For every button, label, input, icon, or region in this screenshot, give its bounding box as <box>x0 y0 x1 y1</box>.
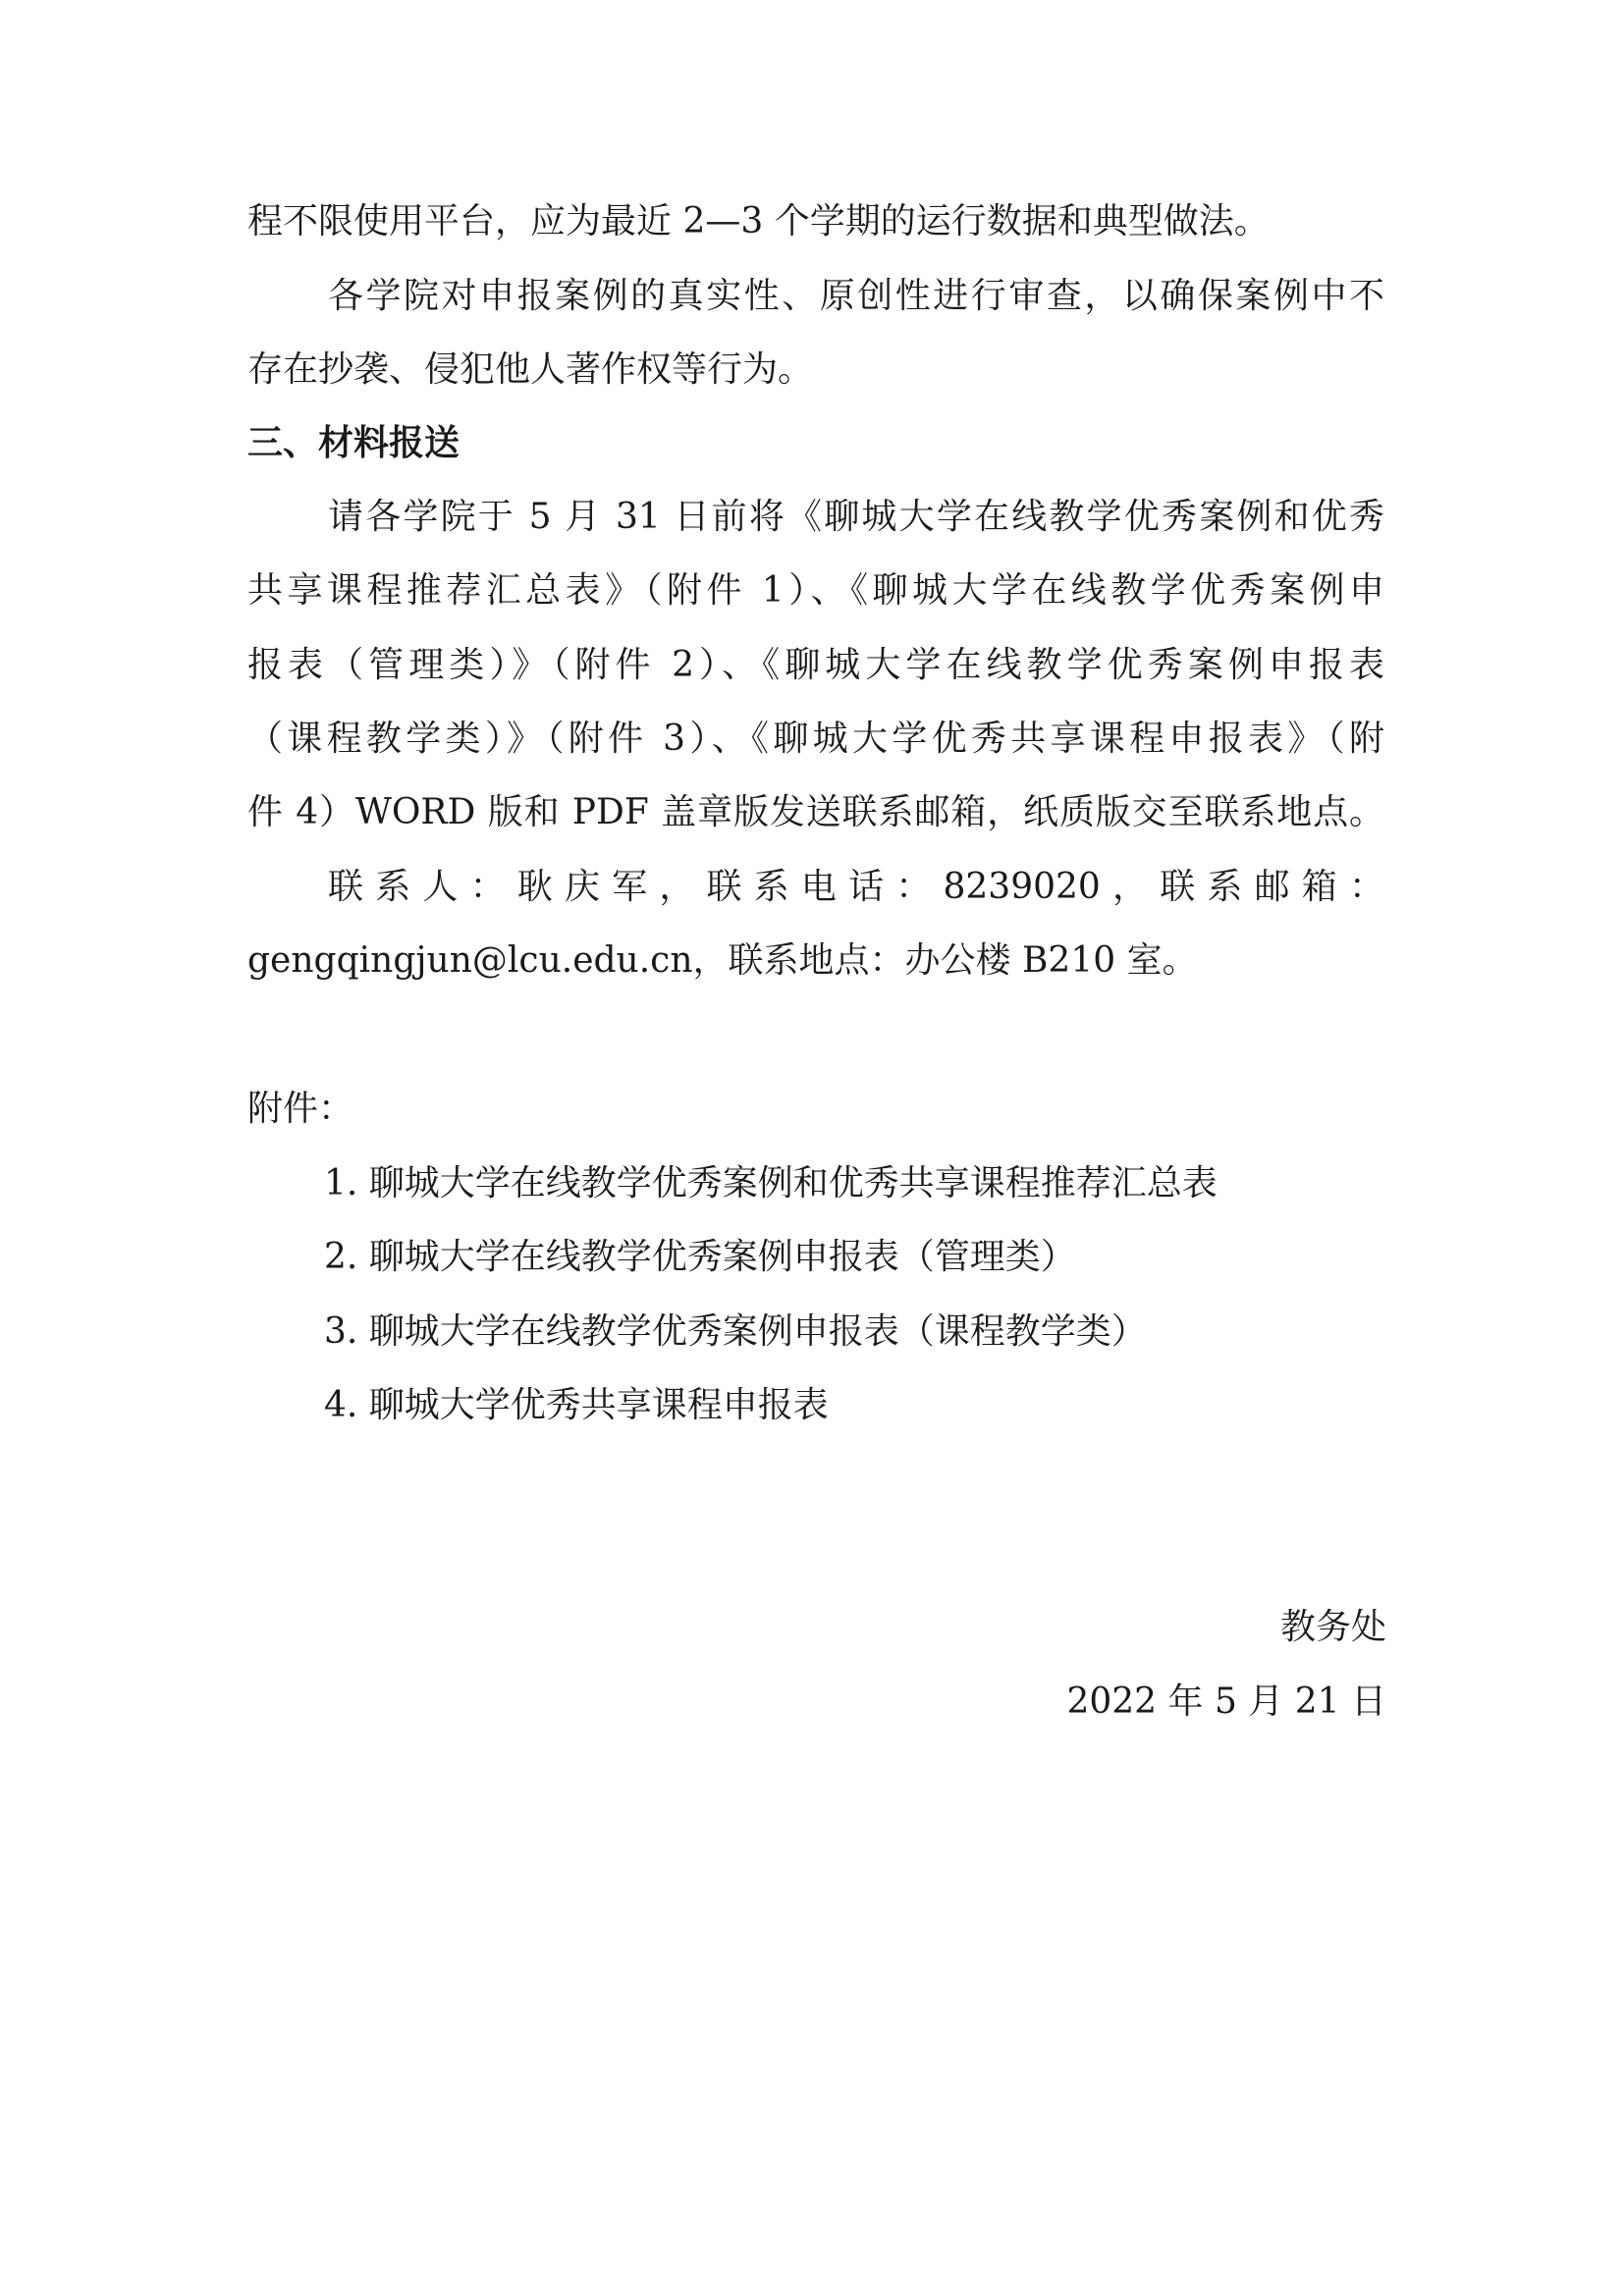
contact-line: 联系人：耿庆军，联系电话：8239020，联系邮箱： <box>328 867 1384 907</box>
attachments-label: 附件： <box>247 1089 354 1129</box>
paragraph-line: 共享课程推荐汇总表》（附件 1）、《聊城大学在线教学优秀案例申 <box>247 570 1384 611</box>
paragraph-line: 件 4）WORD 版和 PDF 盖章版发送联系邮箱，纸质版交至联系地点。 <box>247 792 1384 832</box>
paragraph-line: 报表（管理类）》（附件 2）、《聊城大学在线教学优秀案例申报表 <box>247 645 1384 685</box>
issue-date: 2022 年 5 月 21 日 <box>1066 1682 1386 1722</box>
attachment-item: 1. 聊城大学在线教学优秀案例和优秀共享课程推荐汇总表 <box>324 1163 1218 1203</box>
paragraph-line: 存在抄袭、侵犯他人著作权等行为。 <box>247 349 814 390</box>
section-heading: 三、材料报送 <box>247 423 460 463</box>
contact-line: gengqingjun@lcu.edu.cn，联系地点：办公楼 B210 室。 <box>247 940 1198 981</box>
attachment-item: 4. 聊城大学优秀共享课程申报表 <box>324 1385 829 1425</box>
attachment-item: 3. 聊城大学在线教学优秀案例申报表（课程教学类） <box>324 1311 1147 1352</box>
attachment-item: 2. 聊城大学在线教学优秀案例申报表（管理类） <box>324 1237 1076 1277</box>
issuer-name: 教务处 <box>1279 1607 1386 1647</box>
paragraph-line: 请各学院于 5 月 31 日前将《聊城大学在线教学优秀案例和优秀 <box>328 497 1384 537</box>
paragraph-line: （课程教学类）》（附件 3）、《聊城大学优秀共享课程申报表》（附 <box>247 719 1384 759</box>
paragraph-line: 程不限使用平台，应为最近 2—3 个学期的运行数据和典型做法。 <box>247 201 1270 241</box>
paragraph-line: 各学院对申报案例的真实性、原创性进行审查，以确保案例中不 <box>328 276 1384 316</box>
